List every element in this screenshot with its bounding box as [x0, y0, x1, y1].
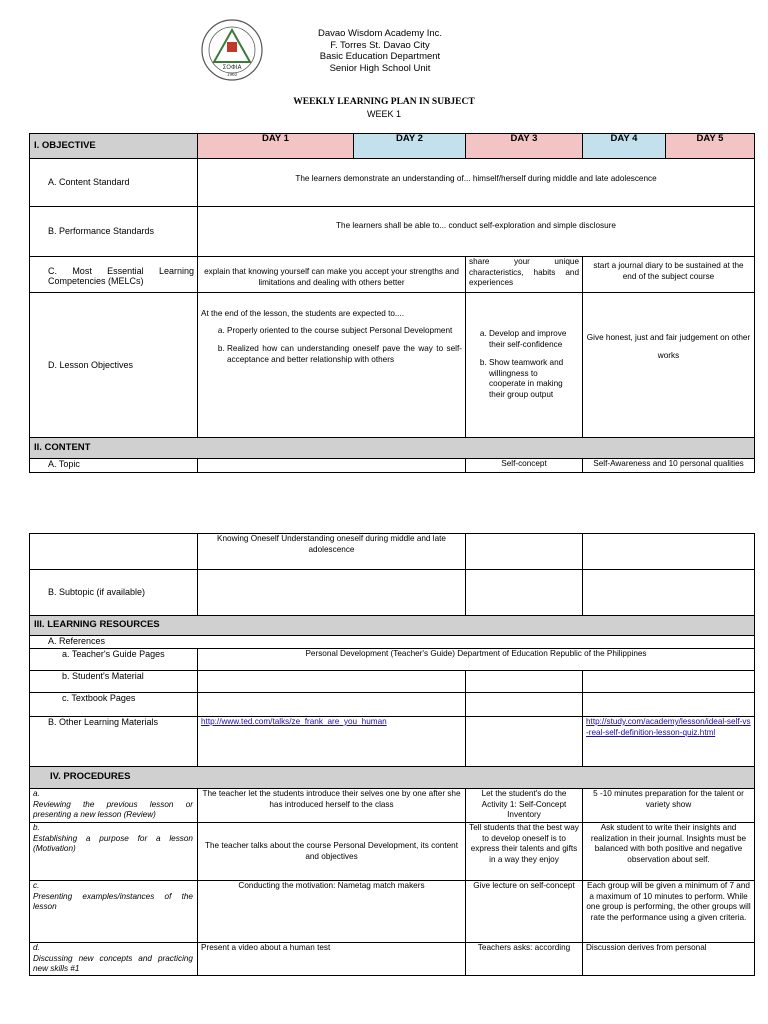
subtopic-day12	[198, 570, 466, 616]
document-title: WEEKLY LEARNING PLAN IN SUBJECT	[293, 97, 475, 107]
topic-cont-day3	[466, 534, 583, 570]
textbook-pages-day45	[583, 693, 755, 717]
procedure-b-day12: The teacher talks about the course Personal Development, its content and objectives	[198, 823, 466, 881]
procedure-a-day3: Let the student's do the Activity 1: Self-Concept Inventory	[466, 789, 583, 823]
document-week: WEEK 1	[366, 109, 401, 119]
subtopic-day45	[583, 570, 755, 616]
procedure-label: Presenting examples/instances of the lesson	[33, 891, 193, 911]
school-department: Basic Education Department	[319, 51, 441, 62]
lesson-objective-d3b: b. Show teamwork and willingness to cooperate in making their group output	[489, 358, 569, 400]
lesson-objectives-day3	[466, 293, 583, 438]
school-address: F. Torres St. Davao City	[330, 39, 430, 51]
students-material-label: b. Student's Material	[30, 671, 198, 693]
logo-text: ΣΟΦΙΑ	[222, 64, 242, 71]
procedure-c-day12: Conducting the motivation: Nametag match makers	[198, 881, 466, 943]
topic-cont-day45	[583, 534, 755, 570]
melc-day12: explain that knowing yourself can make you accept your strengths and limitations and dealing with others better	[198, 257, 466, 293]
procedure-num: d.	[33, 943, 40, 952]
procedure-d-day3: Teachers asks: according	[466, 943, 583, 976]
ted-link[interactable]: http://www.ted.com/talks/ze_frank_are_you_human	[201, 717, 387, 726]
lesson-objectives-label: D. Lesson Objectives	[30, 293, 198, 438]
content-standard-value: The learners demonstrate an understanding of... himself/herself during middle and late adolescence	[198, 159, 755, 207]
textbook-pages-label: c. Textbook Pages	[30, 693, 198, 717]
teachers-guide-label: a. Teacher's Guide Pages	[30, 649, 198, 671]
subtopic-label: B. Subtopic (if available)	[30, 570, 198, 616]
melc-day3: share your unique characteristics, habits and experiences	[466, 257, 583, 293]
procedure-row-b-label	[30, 823, 198, 881]
lesson-intro: At the end of the lesson, the students are expected to....	[201, 309, 405, 318]
content-standard-label: A. Content Standard	[30, 159, 198, 207]
procedure-row-d-label	[30, 943, 198, 976]
school-name: Davao Wisdom Academy Inc.	[317, 28, 443, 39]
lesson-objectives-day12	[198, 293, 466, 438]
procedure-label: Discussing new concepts and practicing new skills #1	[33, 953, 193, 973]
lesson-objective-b: b. Realized how can understanding oneself pave the way to self-acceptance and better relationship with others	[227, 344, 462, 365]
other-materials-label: B. Other Learning Materials	[30, 717, 198, 767]
procedure-num: c.	[33, 881, 40, 890]
lesson-objective-a: a. Properly oriented to the course subject Personal Development	[227, 326, 462, 337]
study-link[interactable]: http://study.com/academy/lesson/ideal-self-vs-real-self-definition-lesson-quiz.html	[586, 717, 751, 737]
day-4-header: DAY 4	[583, 134, 666, 159]
procedure-c-day3: Give lecture on self-concept	[466, 881, 583, 943]
students-material-day12	[198, 671, 466, 693]
procedure-a-day12: The teacher let the students introduce their selves one by one after she has introduced herself to the class	[198, 789, 466, 823]
students-material-day45	[583, 671, 755, 693]
textbook-pages-day12	[198, 693, 466, 717]
school-header	[270, 28, 490, 74]
procedure-b-day3: Tell students that the best way to develop oneself is to express their talents and gifts in a way they enjoy	[466, 823, 583, 881]
melc-day45: start a journal diary to be sustained at the end of the subject course	[583, 257, 755, 293]
procedure-label: Reviewing the previous lesson or presenting a new lesson (Review)	[33, 799, 193, 819]
topic-label: A. Topic	[30, 459, 198, 473]
references-label: A. References	[30, 636, 755, 649]
logo-year: 1960	[226, 72, 238, 77]
topic-day12	[198, 459, 466, 473]
lesson-objectives-day45: Give honest, just and fair judgement on other works	[583, 293, 755, 438]
school-unit: Senior High School Unit	[329, 62, 431, 74]
procedure-row-c-label	[30, 881, 198, 943]
lesson-objective-d3a: a. Develop and improve their self-confidence	[489, 329, 569, 350]
subtopic-day3	[466, 570, 583, 616]
other-materials-day3	[466, 717, 583, 767]
topic-cont-day12: Knowing Oneself Understanding oneself during middle and late adolescence	[198, 534, 466, 570]
plan-table-part-2	[29, 533, 755, 976]
day-5-header: DAY 5	[666, 134, 755, 159]
melc-label: C. Most Essential Learning Competencies (MELCs)	[30, 257, 198, 293]
topic-day3: Self-concept	[466, 459, 583, 473]
procedure-label: Establishing a purpose for a lesson (Motivation)	[33, 833, 193, 853]
day-1-header: DAY 1	[198, 134, 354, 159]
other-materials-day45	[583, 717, 755, 767]
procedure-d-day45: Discussion derives from personal	[583, 943, 755, 976]
procedure-num: b.	[33, 823, 40, 832]
students-material-day3	[466, 671, 583, 693]
resources-heading: III. LEARNING RESOURCES	[30, 616, 755, 636]
procedure-b-day45: Ask student to write their insights and realization in their journal. Insights must be balanced with both positive and negative observation about self.	[583, 823, 755, 881]
topic-day45: Self-Awareness and 10 personal qualities	[583, 459, 755, 473]
topic-cont-label	[30, 534, 198, 570]
performance-standards-label: B. Performance Standards	[30, 207, 198, 257]
procedure-d-day12: Present a video about a human test	[198, 943, 466, 976]
other-materials-day12	[198, 717, 466, 767]
procedure-a-day45: 5 -10 minutes preparation for the talent or variety show	[583, 789, 755, 823]
teachers-guide-value: Personal Development (Teacher's Guide) Department of Education Republic of the Philippines	[198, 649, 755, 671]
day-2-header: DAY 2	[354, 134, 466, 159]
procedures-heading: IV. PROCEDURES	[30, 767, 755, 789]
performance-standards-value: The learners shall be able to... conduct self-exploration and simple disclosure	[198, 207, 755, 257]
content-heading: II. CONTENT	[30, 438, 755, 459]
procedure-c-day45: Each group will be given a minimum of 7 and a maximum of 10 minutes to perform. While one group is performing, the other groups will rate the performance using a given criteria.	[583, 881, 755, 943]
textbook-pages-day3	[466, 693, 583, 717]
plan-table-part-1	[29, 133, 755, 473]
day-3-header: DAY 3	[466, 134, 583, 159]
procedure-row-a-label	[30, 789, 198, 823]
school-logo	[200, 18, 264, 82]
procedure-num: a.	[33, 789, 40, 798]
objective-heading: I. OBJECTIVE	[30, 134, 198, 159]
